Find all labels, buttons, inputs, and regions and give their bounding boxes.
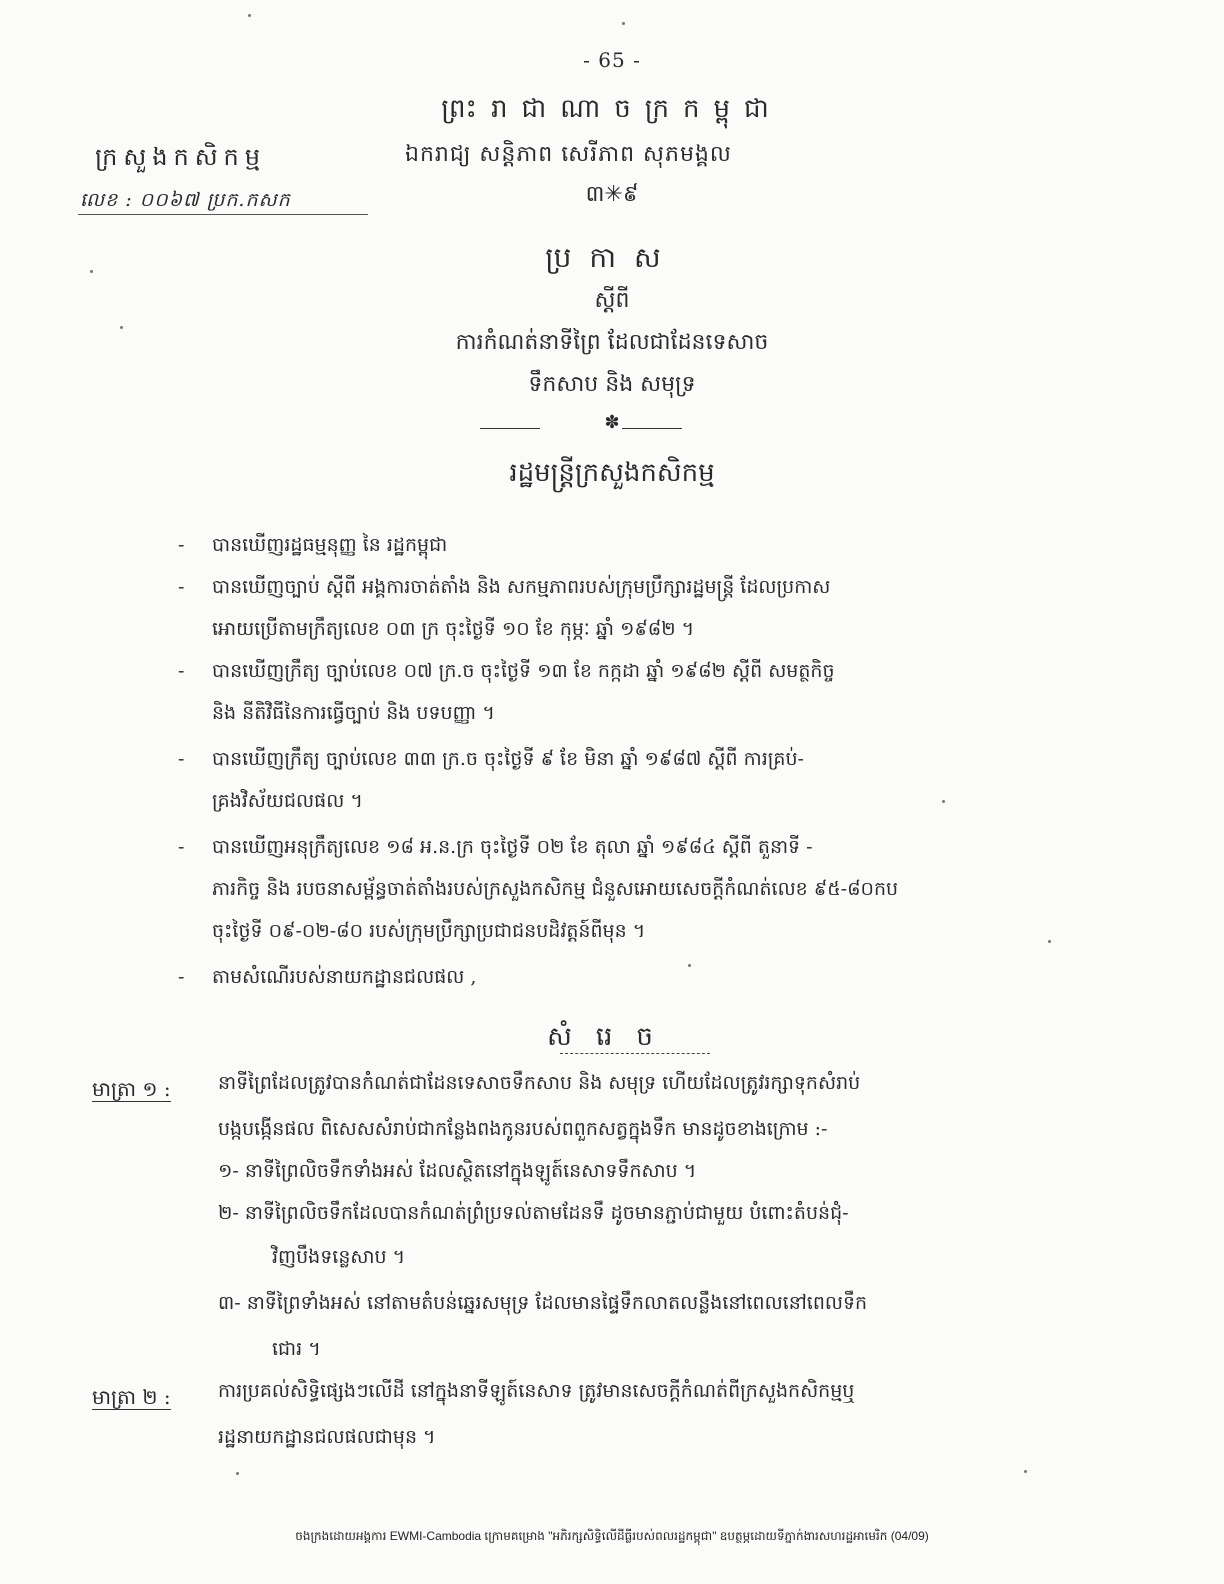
article-1-item-2-continuation: វិញបឹងទន្លេសាប ។ [272,1246,406,1268]
reference-number: លេខ : ០០៦៧ ប្រក.កសក [80,189,291,211]
scan-speck [90,270,93,273]
visa-item: - បានឃើញច្បាប់ ស្តីពី អង្គការចាត់តាំង និង សកម្មភាពរបស់ក្រុមប្រឹក្សារដ្ឋមន្ត្រី ដែលប្រកាស [178,576,831,598]
scan-speck [942,800,945,803]
decision-underline [560,1053,710,1054]
visa-item-continuation: ភារកិច្ច និង របចនាសម្ព័ន្ធចាត់តាំងរបស់ក្រសួងកសិកម្ម ជំនួសអោយសេចក្តីកំណត់លេខ ៩៥-៨០កប [212,878,899,900]
scan-speck [1048,940,1051,943]
subject-line-2: ទឹកសាប និង សមុទ្រ [528,372,696,397]
article-2-text: ការប្រគល់សិទ្ធិផ្សេងៗលើដី នៅក្នុងនាទីឡូត៍នេសាទ ត្រូវមានសេចក្តីកំណត់ពីក្រសួងកសិកម្មឬ [218,1380,855,1402]
scan-speck [236,1472,239,1475]
visa-item: - បានឃើញក្រឹត្យ ច្បាប់លេខ ០៧ ក្រ.ច ចុះថ្ងៃទី ១៣ ខែ កក្កដា ឆ្នាំ ១៩៨២ ស្តីពី សមត្ថកិច្ច [178,660,835,682]
visa-item-continuation: និង នីតិវិធីនៃការធ្វើច្បាប់ និង បទបញ្ញា ។ [212,702,495,724]
regarding-label: ស្តីពី [594,288,630,313]
visa-item: - បានឃើញអនុក្រឹត្យលេខ ១៨ អ.ន.ក្រ ចុះថ្ងៃទី ០២ ខែ តុលា ឆ្នាំ ១៩៨៤ ស្តីពី តួនាទី - [178,836,813,858]
article-1-item-3-continuation: ជោរ ។ [272,1338,321,1360]
scan-speck [1024,1470,1027,1473]
visa-item-continuation: អោយប្រើតាមក្រឹត្យលេខ ០៣ ក្រ ចុះថ្ងៃទី ១០ ខែ កុម្ភៈ ឆ្នាំ ១៩៨២ ។ [212,618,695,640]
article-1-item-3: ៣- នាទីព្រៃទាំងអស់ នៅតាមតំបន់ឆ្នេរសមុទ្រ ដែលមានផ្ទៃទឹកលាតលន្លឹងនៅពេលនៅពេលទឹក [218,1292,868,1314]
decision-heading: សំរេច [547,1022,677,1052]
article-2-text-continuation: រដ្ឋនាយកដ្ឋានជលផលជាមុន ។ [218,1426,436,1448]
divider-ornament: ✽ [604,412,620,433]
article-1-text: នាទីព្រៃដែលត្រូវបានកំណត់ជាដែនទេសាចទឹកសាប និង សមុទ្រ ហើយដែលត្រូវរក្សាទុកសំរាប់ [218,1072,861,1094]
scan-speck [688,964,691,967]
article-1-text-continuation: បង្កបង្កើនផល ពិសេសសំរាប់ជាកន្លែងពងកូនរបស់ពពួកសត្វក្នុងទឹក មានដូចខាងក្រោម :- [218,1118,828,1140]
ministry-name: ក្រសួងកសិកម្ម [95,143,267,171]
reference-underline [78,214,368,215]
visa-item: - តាមសំណើរបស់នាយកដ្ឋានជលផល , [178,966,477,988]
subject-line-1: ការកំណត់នាទីព្រៃ ដែលជាដែនទេសាច [455,330,769,355]
visa-item-continuation: គ្រងវិស័យជលផល ។ [212,790,363,812]
article-1-label: មាត្រា ១ : [92,1077,171,1101]
national-motto: ឯករាជ្យ សន្តិភាព សេរីភាព សុភមង្គល [405,142,732,167]
article-1-item-1: ១- នាទីព្រៃលិចទឹកទាំងអស់ ដែលស្ថិតនៅក្នុងឡូត៍នេសាទទឹកសាប ។ [218,1160,697,1182]
divider-right [622,428,682,429]
header-ornament: ៣✳៩ [585,182,639,207]
scan-speck [248,14,251,17]
page-number: - 65 - [583,48,641,72]
article-2-label: មាត្រា ២ : [92,1385,171,1409]
visa-item: - បានឃើញក្រឹត្យ ច្បាប់លេខ ៣៣ ក្រ.ច ចុះថ្ងៃទី ៩ ខែ មិនា ឆ្នាំ ១៩៨៧ ស្តីពី ការគ្រប់- [178,748,804,770]
visa-item: - បានឃើញរដ្ឋធម្មនុញ្ញ នៃ រដ្ឋកម្ពុជា [178,534,448,556]
scan-speck [120,326,123,329]
scan-speck [622,22,625,25]
visa-item-continuation: ចុះថ្ងៃទី ០៩-០២-៨០ របស់ក្រុមប្រឹក្សាប្រជាជនបដិវត្តន៍ពីមុន ។ [212,920,646,942]
minister-title: រដ្ឋមន្ត្រីក្រសួងកសិកម្ម [509,458,715,488]
kingdom-heading: ព្រះរាជាណាចក្រកម្ពុជា [441,94,783,124]
article-1-item-2: ២- នាទីព្រៃលិចទឹកដែលបានកំណត់ព្រំប្រទល់តាមដែនទឹ ដូចមានភ្ជាប់ជាមួយ បំពោះតំបន់ជុំ- [218,1202,849,1224]
document-type-title: ប្រកាស [545,241,679,274]
page-footer: ចងក្រងដោយអង្គការ EWMI-Cambodia ក្រោមគម្រោង "អភិរក្សសិទ្ធិលើដីធ្លីរបស់ពលរដ្ឋកម្ពុជា" ឧបត្ថម្ភដោយទីភ្នាក់ងារសហរដ្ឋអាមេរិក (04/09) [295,1529,929,1543]
